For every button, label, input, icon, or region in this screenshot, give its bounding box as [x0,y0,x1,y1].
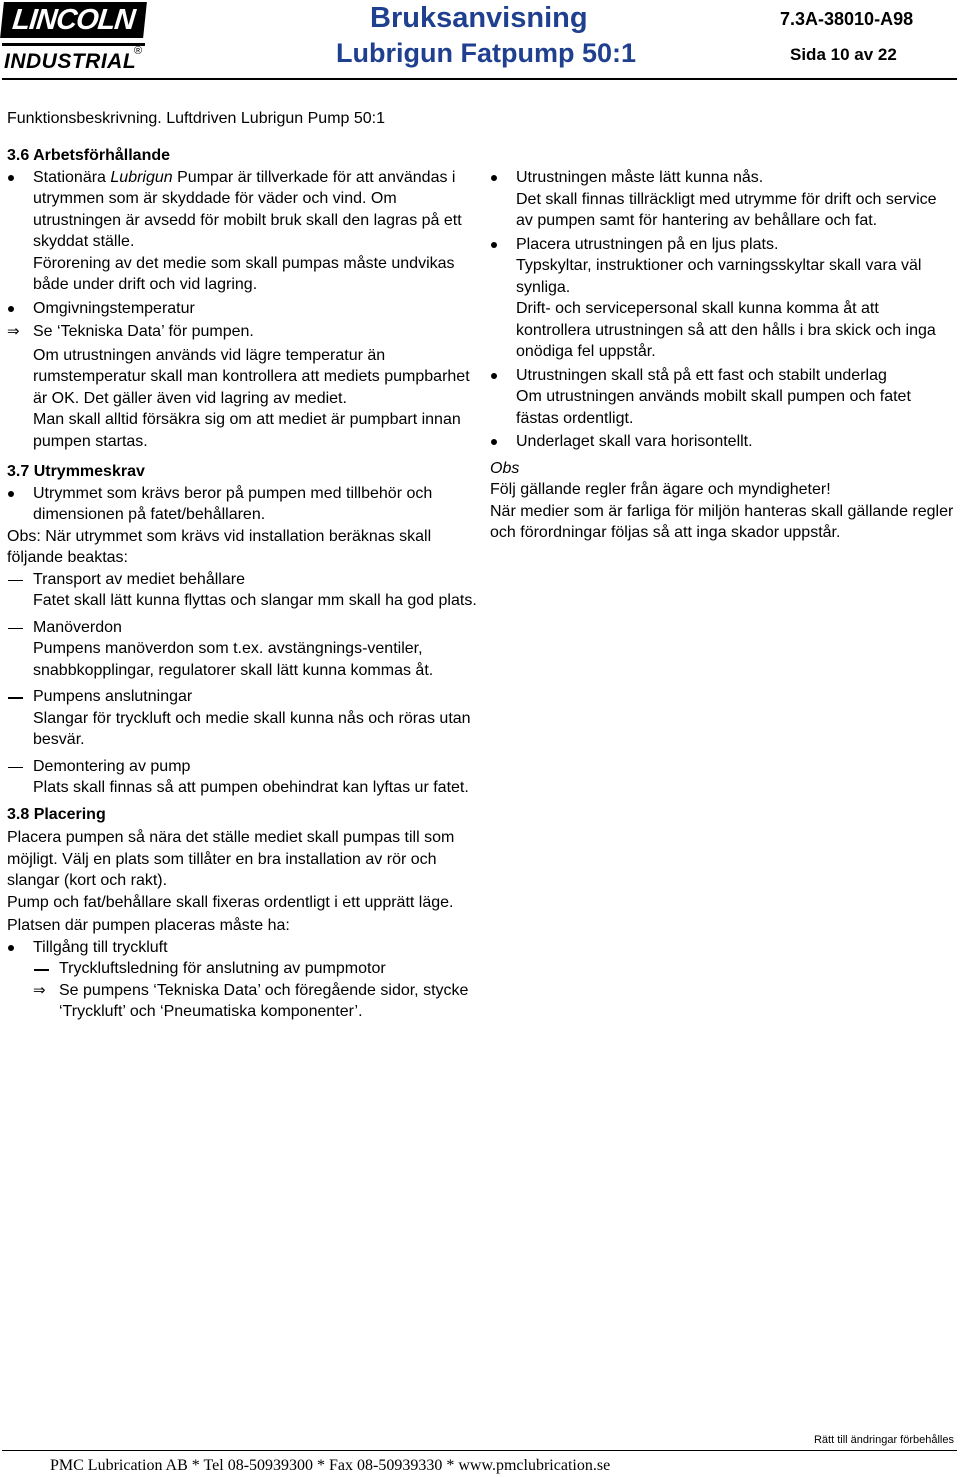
list-item [7,937,477,959]
list-3-7 [7,483,477,526]
item-text: Utrymmet som krävs beror på pumpen med tillbehör och dimensionen på fatet/behållaren. [33,484,433,523]
list-subitem [7,958,477,980]
document-title: Bruksanvisning [370,2,588,34]
logo-divider [2,43,145,46]
header-divider [2,78,957,80]
paragraph: Man skall alltid försäkra sig om att mediet är pumpbart innan pumpen startas. [33,411,461,450]
item-text: Underlaget skall vara horisontellt. [516,433,753,450]
company-logo [2,2,145,74]
footer-contact: PMC Lubrication AB * Tel 08-50939300 * Fax 08-50939330 * www.pmclubrication.se [50,1457,611,1474]
left-column [7,145,477,1023]
list-item [490,365,955,430]
item-text-post: Pumpar är tillverkade för att användas i utrymmen som är skyddade för väder och vind. Om utrustningen är avsedd för mobilt bruk skall den lagras på ett skyddat ställe. [33,168,462,250]
document-number: 7.3A-38010-A98 [780,9,914,29]
heading-3-8: 3.8 Placering [7,805,106,823]
list-3-6 [7,167,477,343]
item-title: Transport av mediet behållare [33,570,245,588]
obs-label: Obs: [7,527,41,545]
arrow-right-icon: ⇒ [7,323,20,340]
item-title: Utrustningen måste lätt kunna nås. [516,169,764,186]
brand-name: Lubrigun [110,168,173,186]
list-item [7,298,477,320]
list-item [7,686,477,751]
item-title: Demontering av pump [33,757,191,775]
paragraph: Om utrustningen används vid lägre temperatur än rumstemperatur skall man kontrollera att mediets pumpbarhet är OK. Det gäller även vid lagring av mediet. [33,346,470,407]
paragraph: När medier som är farliga för miljön hanteras skall gällande regler och förordningar följas så att inga skador uppstår. [490,502,954,541]
document-subtitle: Lubrigun Fatpump 50:1 [336,38,636,68]
list-item [7,756,477,799]
heading-3-6: 3.6 Arbetsförhållande [7,147,171,164]
item-text-pre: Stationära [33,168,111,186]
item-title: Pumpens anslutningar [33,688,193,705]
paragraph: Placera pumpen så nära det ställe mediet skall pumpas till som möjligt. Välj en plats som tillåter en bra installation av rör och slangar (kort och rakt). [7,829,455,889]
obs-text: När utrymmet som krävs vid installation beräknas skall följande beaktas: [7,527,432,566]
item-text: Drift- och servicepersonal skall kunna komma åt att kontrollera utrustningen så att den hålls i bra skick och inga onödiga fel uppstår. [516,300,936,360]
list-subitem [7,980,477,1023]
footer-note: Rätt till ändringar förbehålles [813,1434,954,1446]
item-text: Typskyltar, instruktioner och varningsskyltar skall vara väl synliga. [516,257,922,296]
paragraph: Platsen där pumpen placeras måste ha: [7,917,290,934]
list-item [7,617,477,682]
paragraph: Pump och fat/behållare skall fixeras ordentligt i ett upprätt läge. [7,893,454,911]
item-title: Manöverdon [33,618,122,636]
item-text: Omgivningstemperatur [33,299,195,317]
logo-industrial-text: INDUSTRIAL [4,50,137,73]
obs-heading: Obs [490,459,520,477]
page-number: Sida 10 av 22 [790,45,897,64]
list-3-8 [7,937,477,1023]
requirements-list [490,167,955,453]
right-column [490,167,955,544]
list-item [7,321,477,343]
dash-list [7,569,477,799]
logo-lincoln-text: LINCOLN [0,2,147,38]
item-text: Om utrustningen används mobilt skall pumpen och fatet fästas ordentligt. [516,388,911,427]
list-item [490,431,955,453]
footer-divider [2,1450,957,1451]
paragraph: Följ gällande regler från ägare och myndigheter! [490,481,831,498]
item-text: Det skall finnas tillräckligt med utrymme för drift och service av pumpen samt för hantering av behållare och fat. [516,190,937,229]
item-title: Placera utrustningen på en ljus plats. [516,235,779,253]
item-text: Tryckluftsledning för anslutning av pumpmotor [59,960,386,977]
item-title: Utrustningen skall stå på ett fast och stabilt underlag [516,366,887,384]
list-item [490,167,955,232]
heading-3-7: 3.7 Utrymmeskrav [7,463,145,480]
list-item [7,167,477,296]
item-text: Fatet skall lätt kunna flyttas och slangar mm skall ha god plats. [33,592,477,609]
obs-paragraph [7,526,477,569]
item-text: Pumpens manöverdon som t.ex. avstängnings-ventiler, snabbkopplingar, regulatorer skall lätt kunna kommas åt. [33,640,434,679]
item-paragraph: Förorening av det medie som skall pumpas måste undvikas både under drift och vid lagring. [33,254,455,293]
list-item [7,483,477,526]
item-text: Se ‘Tekniska Data’ för pumpen. [33,323,254,340]
item-text: Slangar för tryckluft och medie skall kunna nås och röras utan besvär. [33,709,471,748]
item-text: Se pumpens ‘Tekniska Data’ och föregående sidor, stycke ‘Tryckluft’ och ‘Pneumatiska komponenter’. [59,981,469,1020]
item-text: Tillgång till tryckluft [33,938,168,956]
section-title: Funktionsbeskrivning. Luftdriven Lubrigun Pump 50:1 [7,110,385,127]
list-item [490,234,955,363]
item-text: Plats skall finnas så att pumpen obehindrat kan lyftas ur fatet. [33,779,469,796]
arrow-right-icon: ⇒ [33,981,46,999]
list-item [7,569,477,612]
registered-mark: ® [134,45,143,57]
